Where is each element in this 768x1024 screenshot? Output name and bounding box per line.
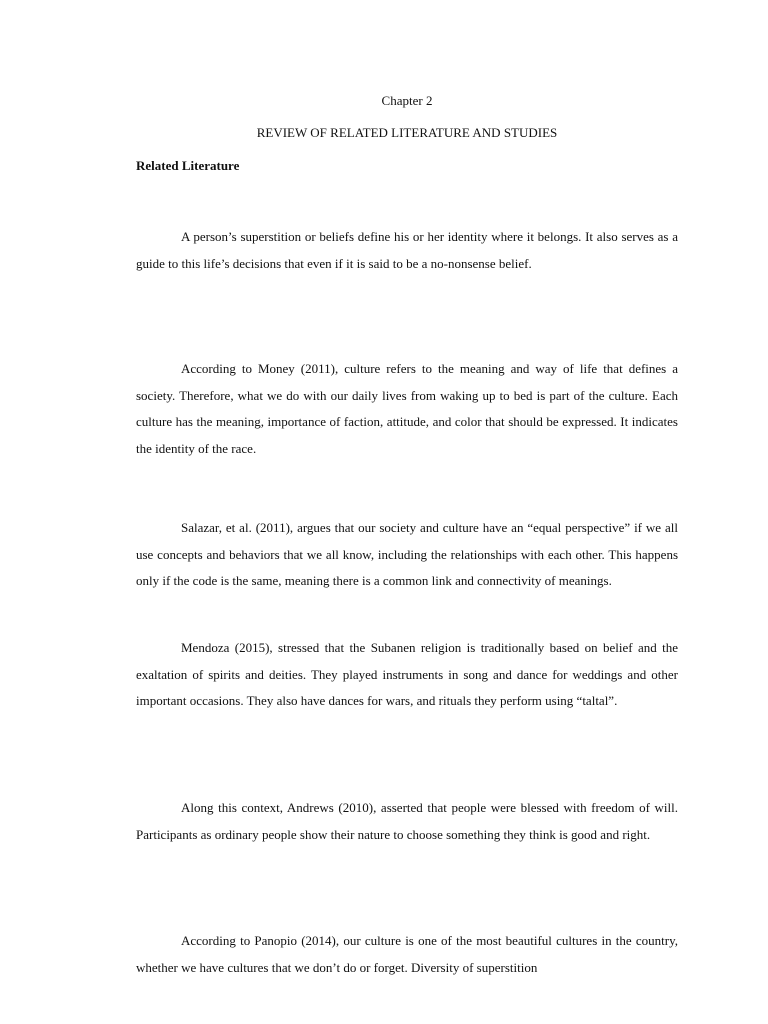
chapter-title: REVIEW OF RELATED LITERATURE AND STUDIES bbox=[256, 125, 558, 140]
paragraph-3: Salazar, et al. (2011), argues that our society and culture have an “equal perspective” if we all use concepts and behaviors that we all know, including the relationships with each other. This happens only if the code is the same, meaning there is a common link and connectivity of meanings. bbox=[136, 520, 678, 588]
chapter-label: Chapter 2 bbox=[381, 93, 433, 108]
section-heading: Related Literature bbox=[136, 158, 240, 173]
paragraph-6: According to Panopio (2014), our culture is one of the most beautiful cultures in the country, whether we have cultures that we don’t do or forget. Diversity of superstition bbox=[136, 933, 678, 975]
paragraph-1: A person’s superstition or beliefs define his or her identity where it belongs. It also serves as a guide to this life’s decisions that even if it is said to be a no-nonsense belief. bbox=[136, 229, 678, 271]
paragraph-4: Mendoza (2015), stressed that the Subanen religion is traditionally based on belief and the exaltation of spirits and deities. They played instruments in song and dance for weddings and other important occasions. They also have dances for wars, and rituals they perform using “taltal”. bbox=[136, 640, 678, 708]
paragraph-2: According to Money (2011), culture refers to the meaning and way of life that defines a society. Therefore, what we do with our daily lives from waking up to bed is part of the culture. Each culture has the meaning, importance of faction, attitude, and color that should be expressed. It indicates the identity of the race. bbox=[136, 361, 678, 456]
paragraph-5: Along this context, Andrews (2010), asserted that people were blessed with freedom of will. Participants as ordinary people show their nature to choose something they think is good and right. bbox=[136, 800, 678, 842]
